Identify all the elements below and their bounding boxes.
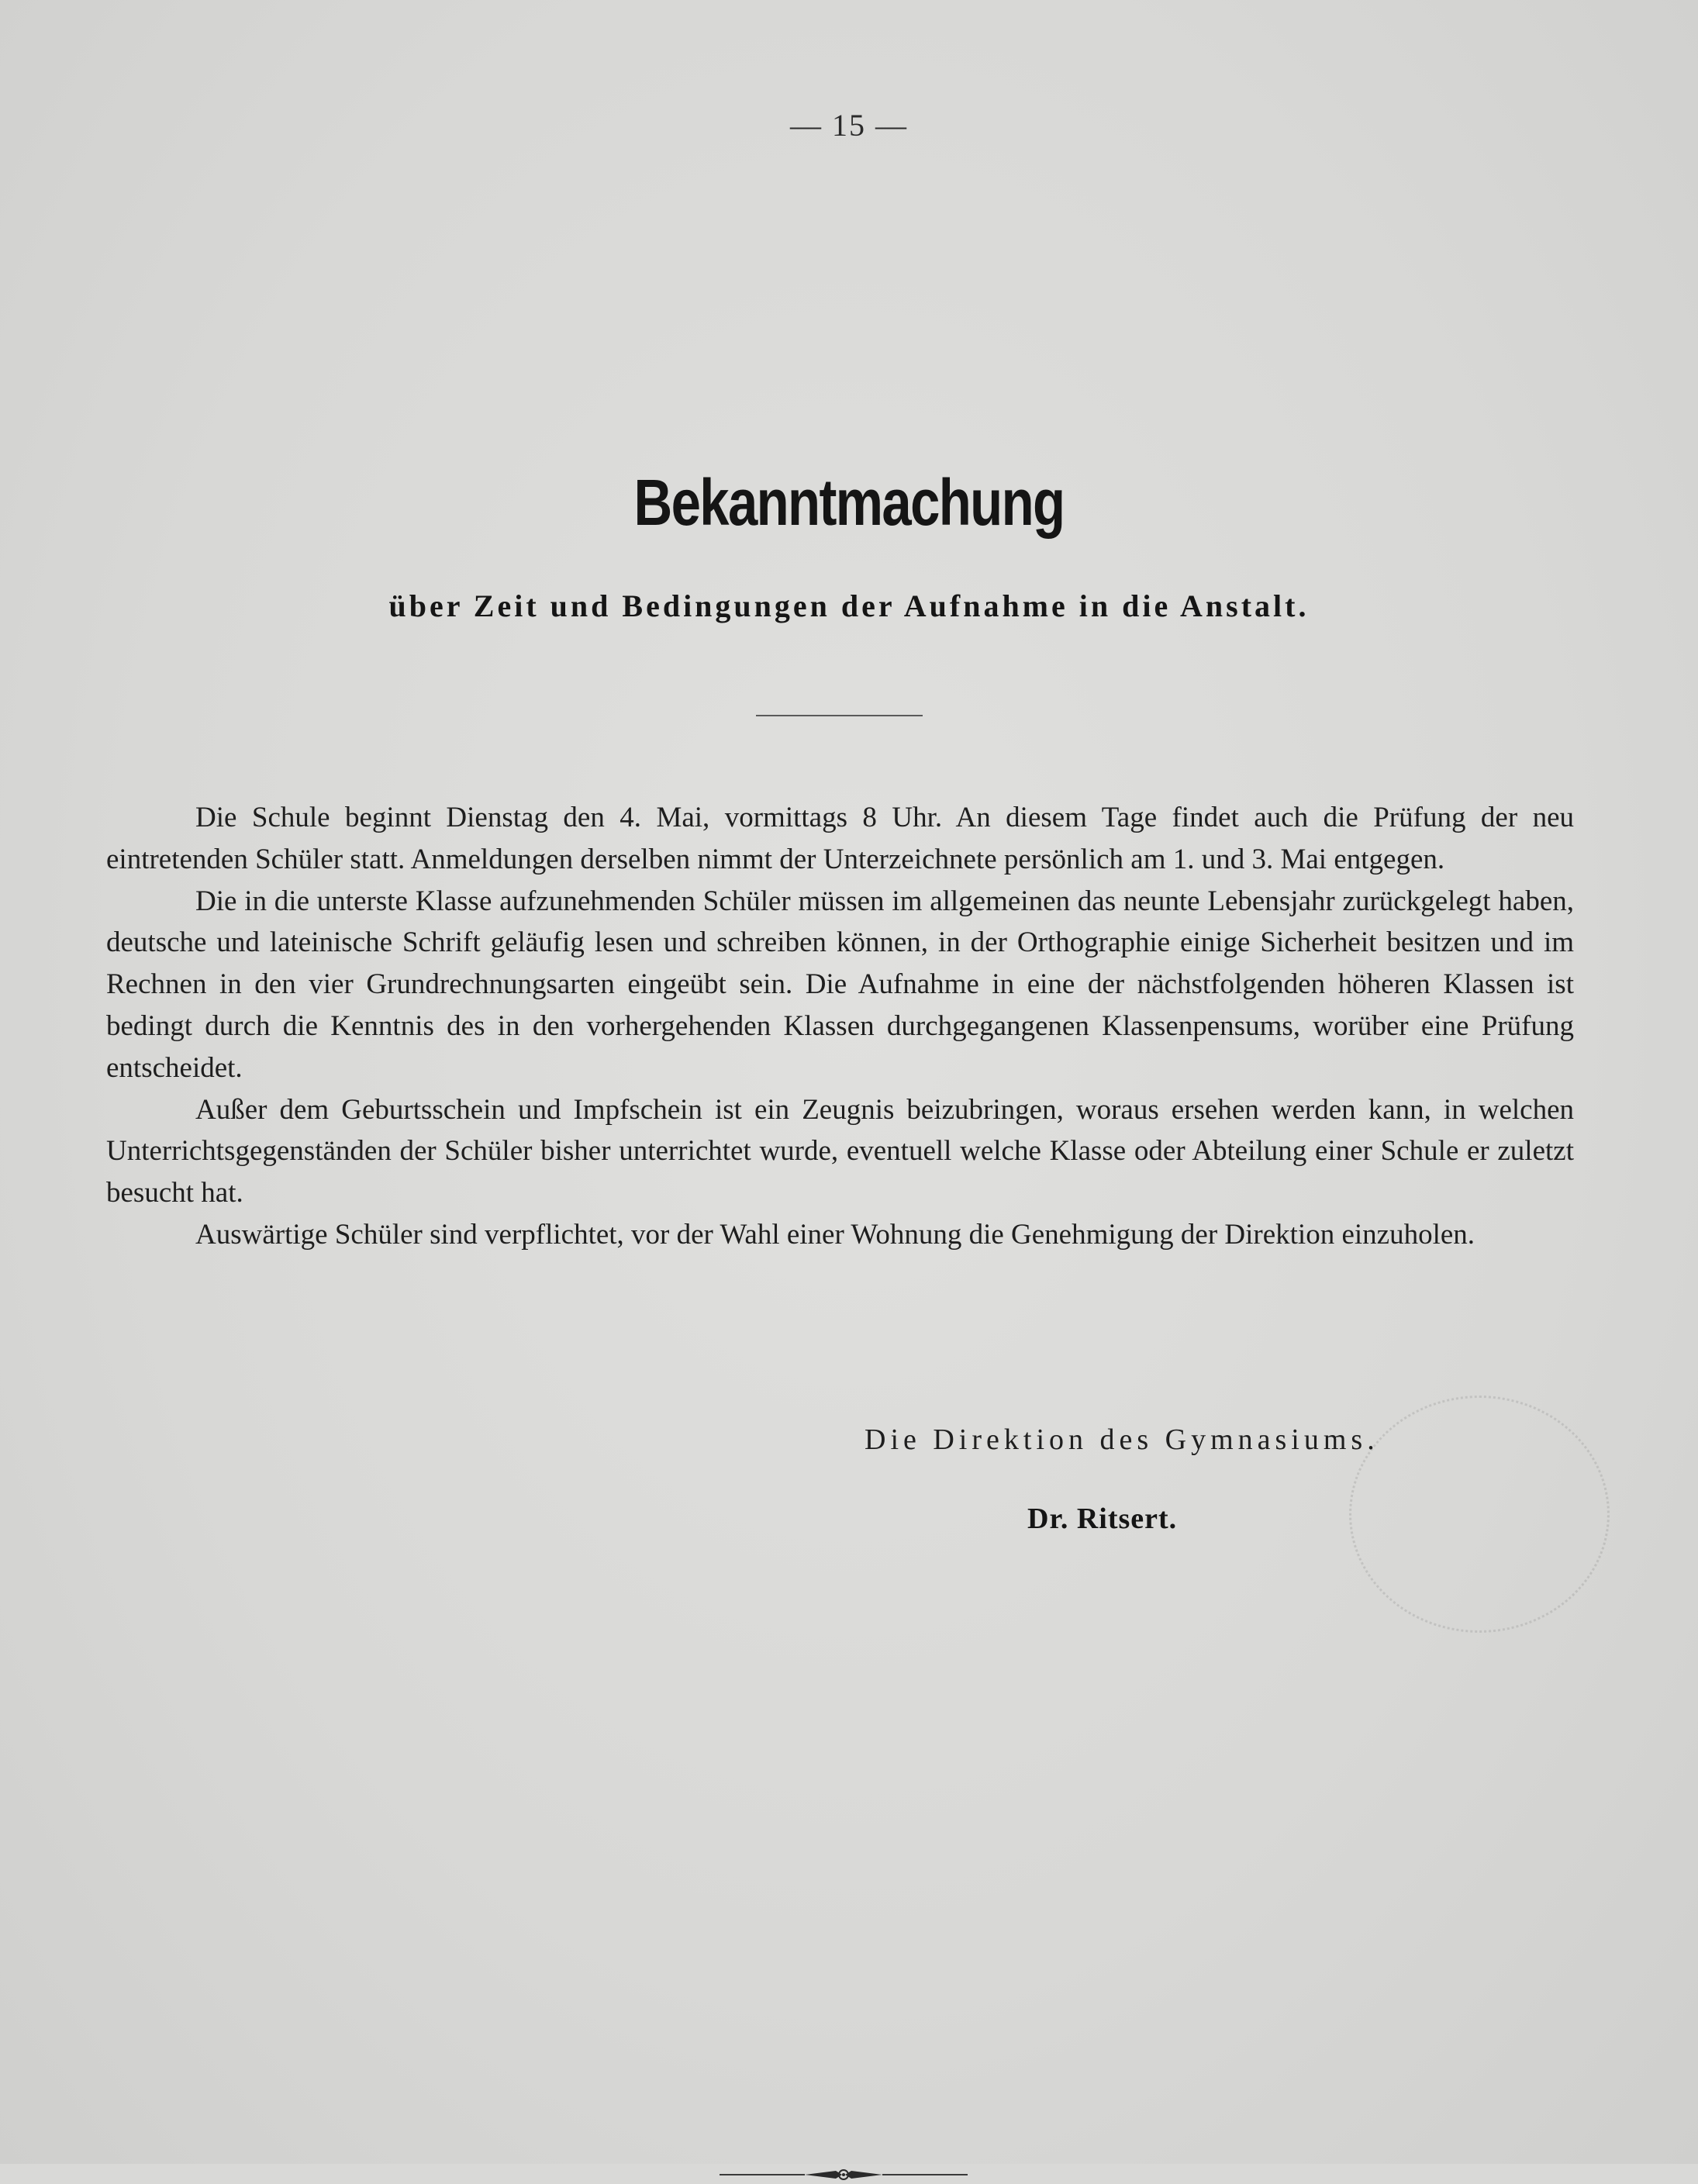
signature-organization: Die Direktion des Gymnasiums. xyxy=(865,1423,1379,1456)
page-number: — 15 — xyxy=(790,108,908,143)
announcement-body xyxy=(106,797,1574,1256)
paragraph-external-students: Auswärtige Schüler sind verpflichtet, vor der Wahl einer Wohnung die Genehmigung der Direktion einzuholen. xyxy=(195,1218,1475,1251)
end-ornament xyxy=(720,2165,968,2184)
paragraph-required-documents: Außer dem Geburtsschein und Impfschein ist ein Zeugnis beizubringen, woraus ersehen werden kann, in welchen Unterrichtsgegenständen der Schüler bisher unterrichtet wurde, eventuell welche Klasse oder Abteilung einer Schule er zuletzt besucht hat. xyxy=(106,1093,1574,1209)
signature-name: Dr. Ritsert. xyxy=(1027,1503,1178,1535)
title-divider xyxy=(756,715,923,716)
page-subtitle: über Zeit und Bedingungen der Aufnahme in die Anstalt. xyxy=(388,588,1310,623)
page-title: Bekanntmachung xyxy=(633,466,1065,539)
paragraph-school-start: Die Schule beginnt Dienstag den 4. Mai, vormittags 8 Uhr. An diesem Tage findet auch die Prüfung der neu eintretenden Schüler statt. Anmeldungen derselben nimmt der Unterzeichnete persönlich am 1. und 3. Mai entgegen. xyxy=(106,802,1574,875)
paragraph-admission-requirements: Die in die unterste Klasse aufzunehmenden Schüler müssen im allgemeinen das neunte Lebensjahr zurückgelegt haben, deutsche und lateinische Schrift geläufig lesen und schreiben können, in der Orthographie einige Sicherheit besitzen und im Rechnen in den vier Grundrechnungsarten eingeübt sein. Die Aufnahme in eine der nächstfolgenden höheren Klassen ist bedingt durch die Kenntnis des in den vorhergehenden Klassen durchgegangenen Klassenpensums, worüber eine Prüfung entscheidet. xyxy=(106,885,1574,1084)
